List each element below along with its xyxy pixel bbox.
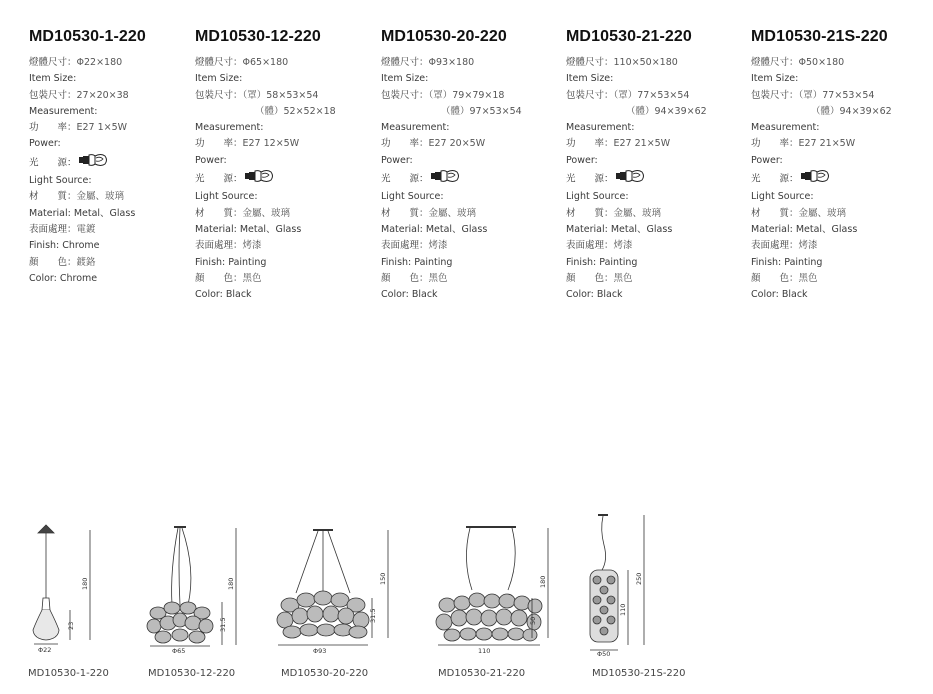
package-value: （罩）77×53×54 xyxy=(613,89,690,101)
material-value: 金屬、玻璃 xyxy=(428,207,477,219)
dim-d1-sub: 23 xyxy=(67,621,75,630)
dim-d2-height: 180 xyxy=(227,577,235,590)
power-row xyxy=(751,136,931,152)
package-value-2: （體）97×53×54 xyxy=(441,105,522,117)
material-row xyxy=(29,189,209,205)
material-row xyxy=(566,206,746,222)
package-row xyxy=(751,88,931,104)
dim-d5-height: 250 xyxy=(635,572,643,585)
light-source-row xyxy=(195,169,375,189)
package-value-2: （體）94×39×62 xyxy=(811,105,892,117)
item-size-value: Φ50×180 xyxy=(798,57,845,68)
color-en: Color: Black xyxy=(381,289,438,301)
finish-value: 烤漆 xyxy=(428,240,448,252)
item-size-label: 燈體尺寸： xyxy=(381,57,429,68)
light-source-row xyxy=(751,169,931,189)
dim-d1-height: 180 xyxy=(81,577,89,590)
dim-d5-sub: 110 xyxy=(619,603,627,616)
color-label: 顏 色： xyxy=(566,272,614,284)
finish-label: 表面處理： xyxy=(381,240,429,252)
finish-row xyxy=(751,238,931,254)
light-source-label: 光 源： xyxy=(566,173,614,185)
item-size-en: Item Size: xyxy=(29,73,77,85)
light-source-row xyxy=(29,153,209,173)
material-row xyxy=(195,206,375,222)
power-value: E27 20×5W xyxy=(428,138,486,150)
light-source-label: 光 源： xyxy=(381,173,429,185)
color-value: 黑色 xyxy=(613,272,633,284)
package-label: 包裝尺寸： xyxy=(751,89,799,101)
finish-value: 電鍍 xyxy=(76,223,96,235)
power-row xyxy=(381,136,561,152)
power-label: 功 率： xyxy=(381,138,429,150)
light-source-en: Light Source: xyxy=(195,191,258,203)
dim-d3-sub: 31.5 xyxy=(369,608,377,623)
light-source-label: 光 源： xyxy=(751,173,799,185)
package-row xyxy=(195,88,375,104)
finish-en: Finish: Painting xyxy=(195,256,267,268)
color-row xyxy=(195,271,375,287)
package-value-2: （體）94×39×62 xyxy=(626,105,707,117)
item-size-row xyxy=(195,55,375,71)
item-size-row xyxy=(29,55,209,71)
power-value: E27 21×5W xyxy=(613,138,671,150)
model-number: MD10530-20-220 xyxy=(381,28,507,45)
dim-d4-sub: 50 xyxy=(529,616,537,625)
product-spec xyxy=(751,28,931,303)
item-size-label: 燈體尺寸： xyxy=(566,57,614,68)
finish-value: 烤漆 xyxy=(242,240,262,252)
finish-label: 表面處理： xyxy=(29,223,77,235)
material-label: 材 質： xyxy=(195,207,243,219)
light-source-en: Light Source: xyxy=(751,191,814,203)
model-number: MD10530-21-220 xyxy=(566,28,692,45)
package-value: （罩）77×53×54 xyxy=(798,89,875,101)
product-spec xyxy=(29,28,209,287)
color-en: Color: Black xyxy=(195,289,252,301)
color-label: 顏 色： xyxy=(381,272,429,284)
material-label: 材 質： xyxy=(381,207,429,219)
finish-row xyxy=(381,238,561,254)
finish-row xyxy=(29,222,209,238)
finish-en: Finish: Painting xyxy=(751,256,823,268)
finish-en: Finish: Chrome xyxy=(29,240,100,252)
light-source-label: 光 源： xyxy=(195,173,243,185)
dim-d2-diameter: Φ65 xyxy=(172,647,186,655)
item-size-value: 110×50×180 xyxy=(613,57,678,68)
item-size-en: Item Size: xyxy=(566,73,614,85)
finish-en: Finish: Painting xyxy=(566,256,638,268)
power-en: Power: xyxy=(751,154,783,166)
finish-row xyxy=(566,238,746,254)
dim-d1-diameter: Φ22 xyxy=(38,646,52,654)
bulb-icon xyxy=(616,169,646,189)
caption-md10530-20: MD10530-20-220 xyxy=(281,668,369,679)
power-label: 功 率： xyxy=(195,138,243,150)
material-en: Material: Metal、Glass xyxy=(381,223,488,235)
package-value: 27×20×38 xyxy=(76,89,129,101)
package-row-2 xyxy=(381,104,561,120)
power-label: 功 率： xyxy=(566,138,614,150)
power-row xyxy=(566,136,746,152)
material-label: 材 質： xyxy=(566,207,614,219)
color-row xyxy=(751,271,931,287)
item-size-row xyxy=(751,55,931,71)
dim-d2-sub: 31.5 xyxy=(219,617,227,632)
material-row xyxy=(381,206,561,222)
power-row xyxy=(29,120,209,136)
finish-en: Finish: Painting xyxy=(381,256,453,268)
package-row xyxy=(566,88,746,104)
item-size-en: Item Size: xyxy=(381,73,429,85)
item-size-label: 燈體尺寸： xyxy=(751,57,799,68)
color-label: 顏 色： xyxy=(195,272,243,284)
power-value: E27 21×5W xyxy=(798,138,856,150)
measurement-en: Measurement: xyxy=(29,105,98,117)
color-row xyxy=(566,271,746,287)
package-value-2: （體）52×52×18 xyxy=(255,105,336,117)
power-label: 功 率： xyxy=(29,122,77,134)
power-en: Power: xyxy=(29,138,61,150)
dim-d4-diameter: 110 xyxy=(478,647,491,655)
model-number: MD10530-12-220 xyxy=(195,28,321,45)
dim-d3-height: 150 xyxy=(379,572,387,585)
item-size-en: Item Size: xyxy=(195,73,243,85)
color-en: Color: Black xyxy=(566,289,623,301)
power-label: 功 率： xyxy=(751,138,799,150)
material-en: Material: Metal、Glass xyxy=(566,223,673,235)
measurement-en: Measurement: xyxy=(381,122,450,134)
color-en: Color: Black xyxy=(751,289,808,301)
finish-value: 烤漆 xyxy=(798,240,818,252)
light-source-row xyxy=(381,169,561,189)
package-row xyxy=(381,88,561,104)
model-number: MD10530-21S-220 xyxy=(751,28,888,45)
item-size-row xyxy=(381,55,561,71)
power-value: E27 12×5W xyxy=(242,138,300,150)
model-number: MD10530-1-220 xyxy=(29,28,146,45)
caption-md10530-12: MD10530-12-220 xyxy=(148,668,236,679)
material-row xyxy=(751,206,931,222)
power-en: Power: xyxy=(195,154,227,166)
item-size-value: Φ93×180 xyxy=(428,57,475,68)
finish-value: 烤漆 xyxy=(613,240,633,252)
item-size-value: Φ65×180 xyxy=(242,57,289,68)
product-spec xyxy=(195,28,375,303)
bulb-icon xyxy=(431,169,461,189)
caption-md10530-21: MD10530-21-220 xyxy=(438,668,526,679)
material-en: Material: Metal、Glass xyxy=(195,223,302,235)
light-source-label: 光 源： xyxy=(29,157,77,169)
light-source-en: Light Source: xyxy=(381,191,444,203)
dim-d5-diameter: Φ50 xyxy=(597,650,611,658)
bulb-icon xyxy=(801,169,831,189)
dim-d4-height: 180 xyxy=(539,575,547,588)
material-value: 金屬、玻璃 xyxy=(613,207,662,219)
power-row xyxy=(195,136,375,152)
color-value: 鍍鉻 xyxy=(76,256,96,268)
material-label: 材 質： xyxy=(29,191,77,203)
light-source-row xyxy=(566,169,746,189)
package-label: 包裝尺寸： xyxy=(195,89,243,101)
power-en: Power: xyxy=(381,154,413,166)
package-label: 包裝尺寸： xyxy=(566,89,614,101)
product-spec xyxy=(381,28,561,303)
color-label: 顏 色： xyxy=(29,256,77,268)
color-row xyxy=(381,271,561,287)
color-value: 黑色 xyxy=(242,272,262,284)
item-size-label: 燈體尺寸： xyxy=(29,57,77,68)
measurement-en: Measurement: xyxy=(751,122,820,134)
material-en: Material: Metal、Glass xyxy=(29,207,136,219)
package-row-2 xyxy=(195,104,375,120)
package-row xyxy=(29,88,209,104)
light-source-en: Light Source: xyxy=(29,175,92,187)
dim-d3-diameter: Φ93 xyxy=(313,647,327,655)
finish-label: 表面處理： xyxy=(566,240,614,252)
package-label: 包裝尺寸： xyxy=(381,89,429,101)
color-value: 黑色 xyxy=(798,272,818,284)
package-row-2 xyxy=(566,104,746,120)
item-size-value: Φ22×180 xyxy=(76,57,123,68)
product-spec xyxy=(566,28,746,303)
measurement-en: Measurement: xyxy=(566,122,635,134)
item-size-row xyxy=(566,55,746,71)
item-size-label: 燈體尺寸： xyxy=(195,57,243,68)
color-label: 顏 色： xyxy=(751,272,799,284)
material-value: 金屬、玻璃 xyxy=(242,207,291,219)
technical-drawings xyxy=(0,500,933,694)
package-label: 包裝尺寸： xyxy=(29,89,77,101)
package-value: （罩）58×53×54 xyxy=(242,89,319,101)
power-en: Power: xyxy=(566,154,598,166)
caption-md10530-1: MD10530-1-220 xyxy=(28,668,109,679)
material-en: Material: Metal、Glass xyxy=(751,223,858,235)
item-size-en: Item Size: xyxy=(751,73,799,85)
drawing-md10530-20 xyxy=(277,530,388,645)
measurement-en: Measurement: xyxy=(195,122,264,134)
color-en: Color: Chrome xyxy=(29,272,98,284)
material-label: 材 質： xyxy=(751,207,799,219)
bulb-icon xyxy=(79,153,109,173)
color-value: 黑色 xyxy=(428,272,448,284)
light-source-en: Light Source: xyxy=(566,191,629,203)
drawing-md10530-21 xyxy=(436,527,548,645)
package-value: （罩）79×79×18 xyxy=(428,89,505,101)
finish-row xyxy=(195,238,375,254)
material-value: 金屬、玻璃 xyxy=(798,207,847,219)
finish-label: 表面處理： xyxy=(751,240,799,252)
bulb-icon xyxy=(245,169,275,189)
material-value: 金屬、玻璃 xyxy=(76,191,125,203)
package-row-2 xyxy=(751,104,931,120)
power-value: E27 1×5W xyxy=(76,122,128,134)
caption-md10530-21s: MD10530-21S-220 xyxy=(592,668,686,679)
finish-label: 表面處理： xyxy=(195,240,243,252)
color-row xyxy=(29,255,209,271)
